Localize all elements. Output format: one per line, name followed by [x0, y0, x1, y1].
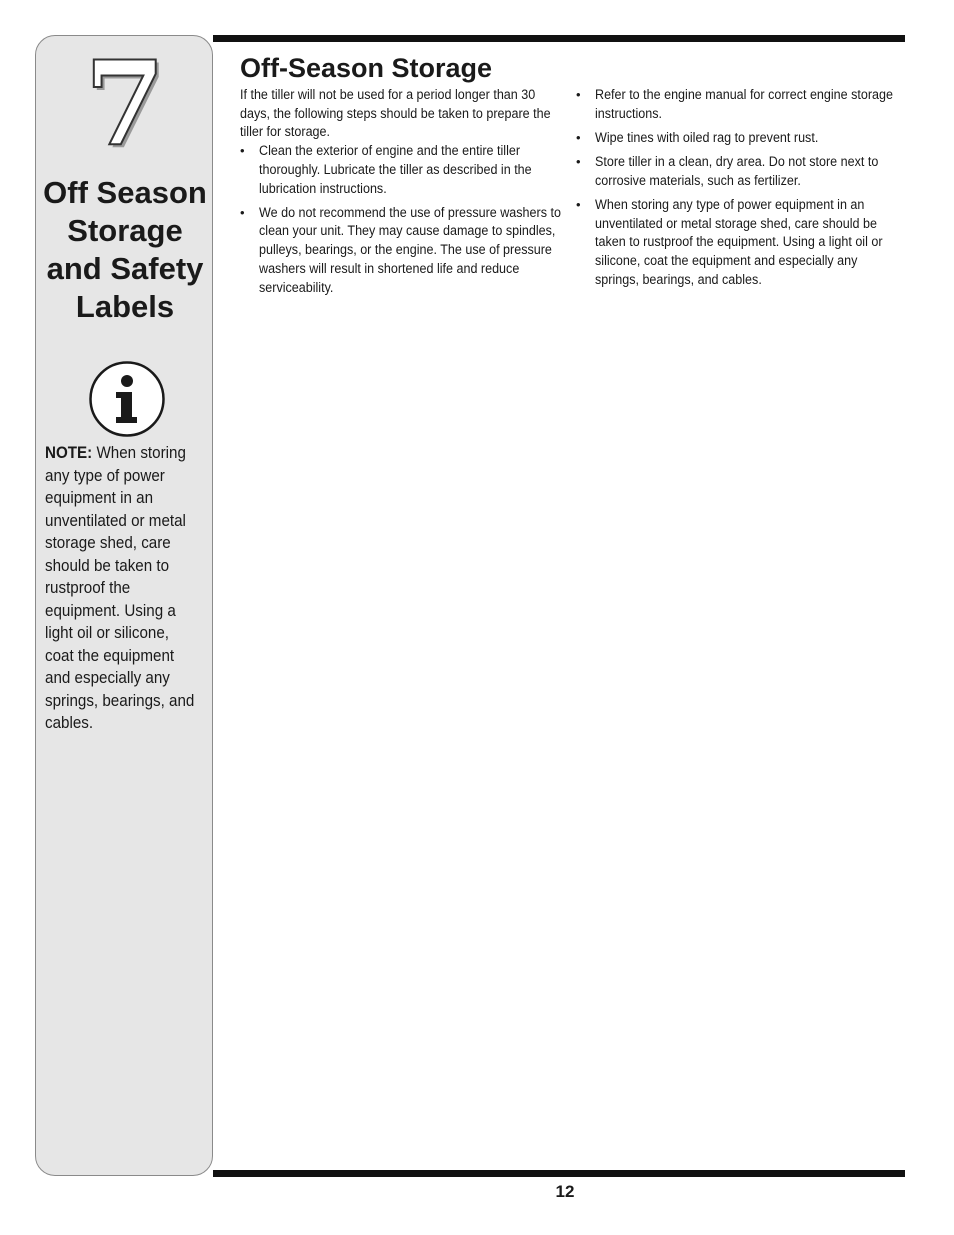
right-bullet-list: [576, 86, 896, 290]
list-item-text: When storing any type of power equipment in an unventilated or metal storage shed, care should be taken to rustproof the equipment. Using a light oil or silicone, coat the equipment and especially any springs, bearings, and cables.: [595, 197, 883, 287]
chapter-sidebar: [35, 35, 213, 1176]
bullet-icon: •: [240, 143, 245, 159]
chapter-number: 7: [84, 36, 166, 172]
list-item-text: Store tiller in a clean, dry area. Do not store next to corrosive materials, such as fertilizer.: [595, 154, 879, 188]
right-column: [576, 86, 896, 295]
list-item: [576, 153, 896, 190]
list-item: [240, 204, 565, 298]
list-item: [576, 86, 896, 123]
bullet-icon: •: [240, 204, 245, 220]
bullet-icon: •: [576, 129, 581, 145]
left-column: [240, 86, 565, 303]
top-rule: [213, 35, 905, 42]
note-label: NOTE:: [45, 444, 93, 462]
bullet-icon: •: [576, 154, 581, 170]
list-item-text: Refer to the engine manual for correct engine storage instructions.: [595, 87, 894, 121]
bullet-icon: •: [576, 197, 581, 213]
storage-note: [45, 442, 198, 735]
list-item-text: Wipe tines with oiled rag to prevent rust.: [595, 129, 819, 145]
left-bullet-list: [240, 142, 565, 297]
list-item: [576, 196, 896, 290]
list-item-text: Clean the exterior of engine and the entire tiller thoroughly. Lubricate the tiller as described in the lubrication instructions.: [259, 143, 532, 196]
note-text: When storing any type of power equipment in an unventilated or metal storage shed, care should be taken to rustproof the equipment. Using a light oil or silicone, coat the equipment and especially any springs, bearings, and cables.: [45, 444, 195, 732]
bullet-icon: •: [576, 87, 581, 102]
list-item: [240, 142, 565, 198]
list-item: [576, 129, 896, 148]
intro-paragraph: If the tiller will not be used for a period longer than 30 days, the following steps should be taken to prepare the tiller for storage.: [240, 87, 551, 140]
chapter-title: Off Season Storage and Safety Labels: [43, 175, 207, 324]
info-icon: [89, 361, 165, 437]
list-item-text: We do not recommend the use of pressure washers to clean your unit. They may cause damage to spindles, pulleys, bearings, or the engine. The use of pressure washers will result in shortened life and reduce serviceability.: [259, 204, 561, 295]
bottom-rule: [213, 1170, 905, 1177]
section-heading: Off-Season Storage: [240, 53, 493, 83]
page-number: 12: [555, 1182, 575, 1201]
